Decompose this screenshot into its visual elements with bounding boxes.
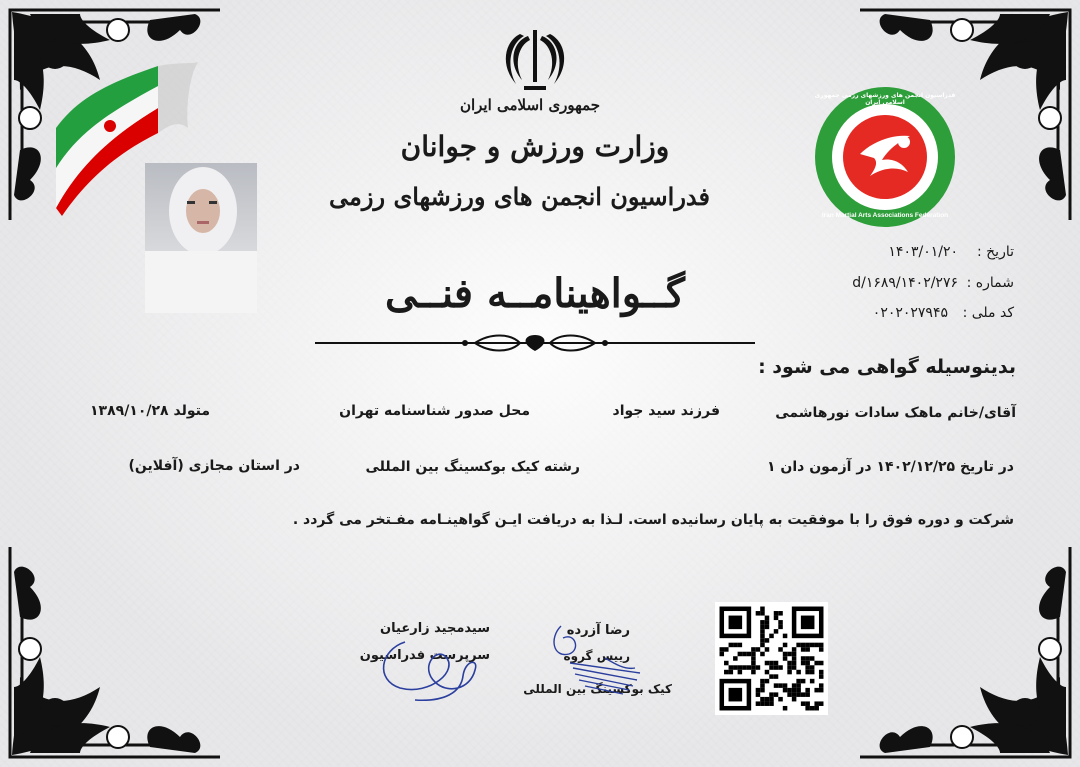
signer2-field: کیک بوکسینگ بین المللی <box>523 682 672 696</box>
date-value: ۱۴۰۳/۰۱/۲۰ <box>888 244 958 260</box>
number-label: شماره : <box>966 275 1014 291</box>
federation-logo <box>812 84 958 230</box>
exam-date: در تاریخ ۱۴۰۲/۱۲/۲۵ در آزمون دان ۱ <box>767 459 1014 475</box>
signer2-name: رضا آزرده <box>566 623 630 638</box>
logo-ring-text-en: Iran Martial Arts Associations Federation <box>821 212 949 219</box>
national-code-value: ۰۲۰۲۰۲۷۹۴۵ <box>872 305 948 321</box>
qr-code[interactable] <box>715 602 828 715</box>
holder-photo-image <box>145 163 257 251</box>
holder-issue-place: محل صدور شناسنامه تهران <box>339 403 530 419</box>
number-value: ۱۴۰۲/۲۷۶/d/۱۶۸۹ <box>852 275 958 291</box>
signature-2 <box>545 618 655 698</box>
national-code-label: کد ملی : <box>962 305 1014 321</box>
qr-code-graphic <box>715 602 828 715</box>
signature-1 <box>375 630 485 710</box>
iran-emblem <box>500 28 570 94</box>
signer1-role: سرپرست فدراسیون <box>359 648 490 663</box>
exam-field: رشته کیک بوکسینگ بین المللی <box>365 459 580 475</box>
body-intro: بدینوسیله گواهی می شود : <box>758 356 1016 378</box>
header-ministry: وزارت ورزش و جوانان <box>400 130 670 163</box>
exam-province: در استان مجازی (آفلاین) <box>128 458 300 474</box>
holder-photo <box>145 163 257 313</box>
holder-birth: متولد ۱۳۸۹/۱۰/۲۸ <box>90 403 210 419</box>
holder-name: آقای/خانم ماهک سادات نورهاشمی <box>775 405 1016 421</box>
header-country: جمهوری اسلامی ایران <box>459 96 601 114</box>
certificate-title: گــواهینامــه فنــی <box>385 270 685 317</box>
header-federation: فدراسیون انجمن های ورزشهای رزمی <box>329 182 710 211</box>
person-silhouette-icon <box>145 163 257 251</box>
signer2-role: رییس گروه <box>563 649 630 663</box>
body-conclusion: شرکت و دوره فوق را با موفقیت به پایان رسانیده است. لـذا به دریافت ایـن گواهینـامه مفـتخر می گردد . <box>292 512 1014 528</box>
signer1-name: سیدمجید زارعیان <box>380 621 490 636</box>
title-divider <box>315 330 755 356</box>
logo-ring-text-fa: فدراسیون انجمن های ورزشهای رزمی جمهوری اسلامی ایران <box>814 92 956 106</box>
date-label: تاریخ : <box>976 244 1014 260</box>
corner-ornament-bottom-left <box>0 537 230 767</box>
holder-father: فرزند سید جواد <box>612 403 720 419</box>
corner-ornament-bottom-right <box>850 537 1080 767</box>
